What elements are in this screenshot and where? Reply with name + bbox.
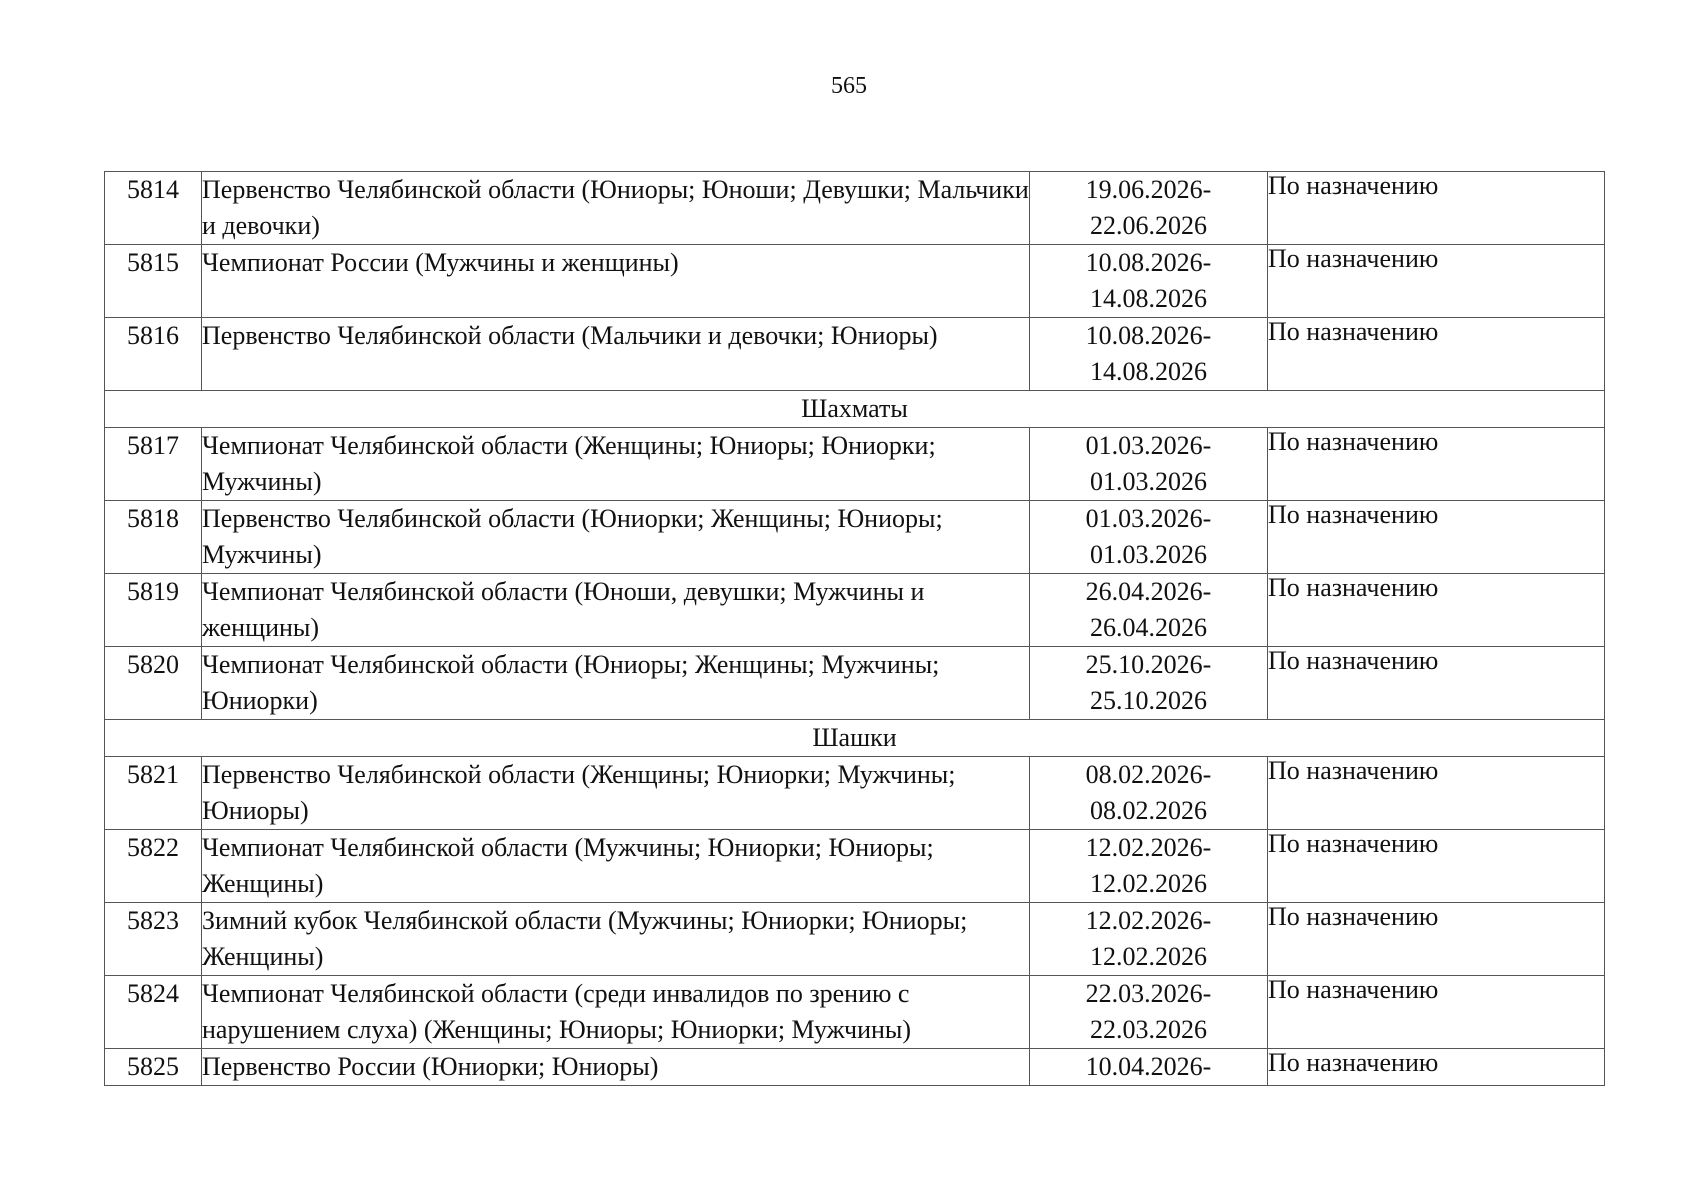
event-place-text: По назначению	[1268, 975, 1439, 1004]
event-place	[1268, 501, 1605, 574]
event-name: Первенство Челябинской области (Мальчики и девочки; Юниоры)	[202, 318, 1030, 391]
table-row	[105, 501, 1605, 574]
event-name: Первенство Челябинской области (Женщины; Юниорки; Мужчины; Юниоры)	[202, 757, 1030, 830]
event-name: Первенство России (Юниорки; Юниоры)	[202, 1049, 1030, 1086]
event-dates: 08.02.2026- 08.02.2026	[1030, 757, 1268, 830]
event-place-text: По назначению	[1268, 756, 1439, 785]
event-dates: 10.08.2026- 14.08.2026	[1030, 318, 1268, 391]
event-dates: 10.08.2026- 14.08.2026	[1030, 245, 1268, 318]
event-name: Первенство Челябинской области (Юниоры; Юноши; Девушки; Мальчики и девочки)	[202, 172, 1030, 245]
event-number: 5825	[105, 1049, 202, 1086]
event-number: 5824	[105, 976, 202, 1049]
table-row	[105, 757, 1605, 830]
section-header-row	[105, 391, 1605, 428]
event-dates: 12.02.2026- 12.02.2026	[1030, 830, 1268, 903]
table-row	[105, 172, 1605, 245]
event-dates: 19.06.2026- 22.06.2026	[1030, 172, 1268, 245]
event-name: Зимний кубок Челябинской области (Мужчины; Юниорки; Юниоры; Женщины)	[202, 903, 1030, 976]
section-header-row	[105, 720, 1605, 757]
event-place-text: По назначению	[1268, 317, 1439, 346]
event-place-text: По назначению	[1268, 573, 1439, 602]
event-place-text: По назначению	[1268, 1048, 1439, 1077]
event-number: 5814	[105, 172, 202, 245]
page-number: 565	[831, 73, 867, 99]
event-place	[1268, 428, 1605, 501]
event-place-text: По назначению	[1268, 646, 1439, 675]
event-place	[1268, 757, 1605, 830]
table-row	[105, 428, 1605, 501]
event-name: Чемпионат Челябинской области (Женщины; Юниоры; Юниорки; Мужчины)	[202, 428, 1030, 501]
table-row	[105, 830, 1605, 903]
event-place	[1268, 574, 1605, 647]
event-name: Чемпионат Челябинской области (Мужчины; Юниорки; Юниоры; Женщины)	[202, 830, 1030, 903]
events-table	[104, 171, 1605, 1086]
event-name: Чемпионат Челябинской области (Юниоры; Женщины; Мужчины; Юниорки)	[202, 647, 1030, 720]
table-row	[105, 647, 1605, 720]
event-place-text: По назначению	[1268, 829, 1439, 858]
event-place	[1268, 245, 1605, 318]
event-place	[1268, 830, 1605, 903]
event-name: Чемпионат Челябинской области (Юноши, девушки; Мужчины и женщины)	[202, 574, 1030, 647]
event-number: 5815	[105, 245, 202, 318]
event-place	[1268, 903, 1605, 976]
event-number: 5816	[105, 318, 202, 391]
event-dates: 25.10.2026- 25.10.2026	[1030, 647, 1268, 720]
event-place	[1268, 647, 1605, 720]
event-place	[1268, 1049, 1605, 1086]
table-row	[105, 245, 1605, 318]
section-title: Шахматы	[105, 391, 1605, 428]
event-dates: 12.02.2026- 12.02.2026	[1030, 903, 1268, 976]
event-place	[1268, 172, 1605, 245]
event-place	[1268, 318, 1605, 391]
event-number: 5819	[105, 574, 202, 647]
event-dates: 22.03.2026- 22.03.2026	[1030, 976, 1268, 1049]
event-number: 5823	[105, 903, 202, 976]
event-dates: 01.03.2026- 01.03.2026	[1030, 428, 1268, 501]
event-place-text: По назначению	[1268, 500, 1439, 529]
event-name: Чемпионат Челябинской области (среди инвалидов по зрению с нарушением слуха) (Женщины; Юниоры; Юниорки; Мужчины)	[202, 976, 1030, 1049]
event-number: 5818	[105, 501, 202, 574]
event-name: Чемпионат России (Мужчины и женщины)	[202, 245, 1030, 318]
event-number: 5822	[105, 830, 202, 903]
section-title: Шашки	[105, 720, 1605, 757]
event-dates: 01.03.2026- 01.03.2026	[1030, 501, 1268, 574]
event-place-text: По назначению	[1268, 427, 1439, 456]
event-dates: 26.04.2026- 26.04.2026	[1030, 574, 1268, 647]
event-number: 5820	[105, 647, 202, 720]
event-dates: 10.04.2026-	[1030, 1049, 1268, 1086]
event-place-text: По назначению	[1268, 244, 1439, 273]
table-row	[105, 903, 1605, 976]
table-row	[105, 1049, 1605, 1086]
table-row	[105, 318, 1605, 391]
event-name: Первенство Челябинской области (Юниорки; Женщины; Юниоры; Мужчины)	[202, 501, 1030, 574]
table-row	[105, 976, 1605, 1049]
event-place-text: По назначению	[1268, 171, 1439, 200]
event-number: 5817	[105, 428, 202, 501]
table-row	[105, 574, 1605, 647]
event-place	[1268, 976, 1605, 1049]
event-place-text: По назначению	[1268, 902, 1439, 931]
event-number: 5821	[105, 757, 202, 830]
